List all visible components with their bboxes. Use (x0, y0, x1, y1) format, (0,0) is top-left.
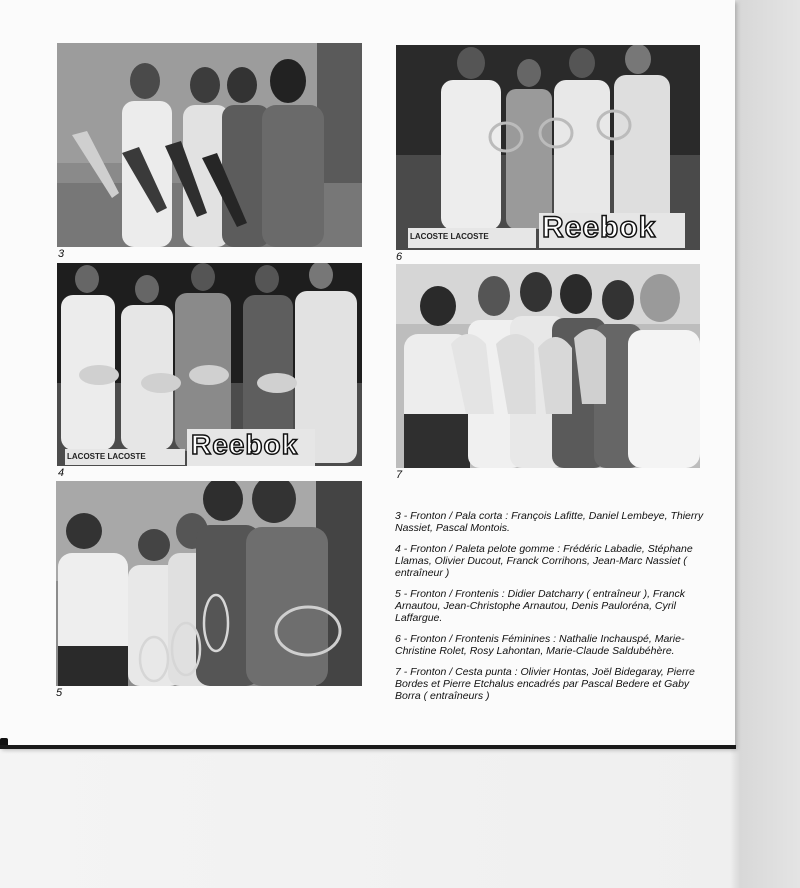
photo-frontenis-feminines (396, 45, 700, 250)
photo-pala-corta (57, 43, 362, 247)
photo-number-3: 3 (58, 248, 65, 260)
caption-3: 3 - Fronton / Pala corta : François Lafitte, Daniel Lembeye, Thierry Nassiet, Pascal Montois. (395, 510, 704, 535)
caption-4: 4 - Fronton / Paleta pelote gomme : Frédéric Labadie, Stéphane Llamas, Olivier Ducout, Franck Corrihons, Jean-Marc Nassiet ( entraîneur ) (395, 542, 693, 580)
photo-number-7: 7 (396, 469, 403, 481)
banner-lacoste: LACOSTE LACOSTE (410, 232, 489, 241)
caption-5: 5 - Fronton / Frontenis : Didier Datcharry ( entraîneur ), Franck Arnautou, Jean-Christophe Arnautou, Denis Pauloréna, Cyril Laffargue. (395, 588, 686, 625)
caption-block (395, 510, 715, 711)
photo-cesta-punta (396, 264, 700, 468)
banner-reebok: Reebok (542, 211, 657, 244)
banner-reebok: Reebok (191, 429, 299, 460)
banner-lacoste: LACOSTE LACOSTE (67, 452, 146, 461)
photo-number-6: 6 (396, 251, 403, 263)
photo-number-5: 5 (56, 687, 63, 699)
page-bottom-rule (0, 745, 736, 749)
caption-6: 6 - Fronton / Frontenis Féminines : Nathalie Inchauspé, Marie-Christine Rolet, Rosy Lahontan, Marie-Claude Saldubéhère. (395, 633, 685, 658)
photo-number-4: 4 (58, 467, 65, 479)
photo-frontenis (56, 481, 362, 686)
photo-paleta-pelote-gomme (57, 263, 362, 466)
caption-7: 7 - Fronton / Cesta punta : Olivier Hontas, Joël Bidegaray, Pierre Bordes et Pierre Etchalus encadrés par Pascal Bedere et Gaby Borra ( entraîneurs ) (395, 666, 695, 703)
